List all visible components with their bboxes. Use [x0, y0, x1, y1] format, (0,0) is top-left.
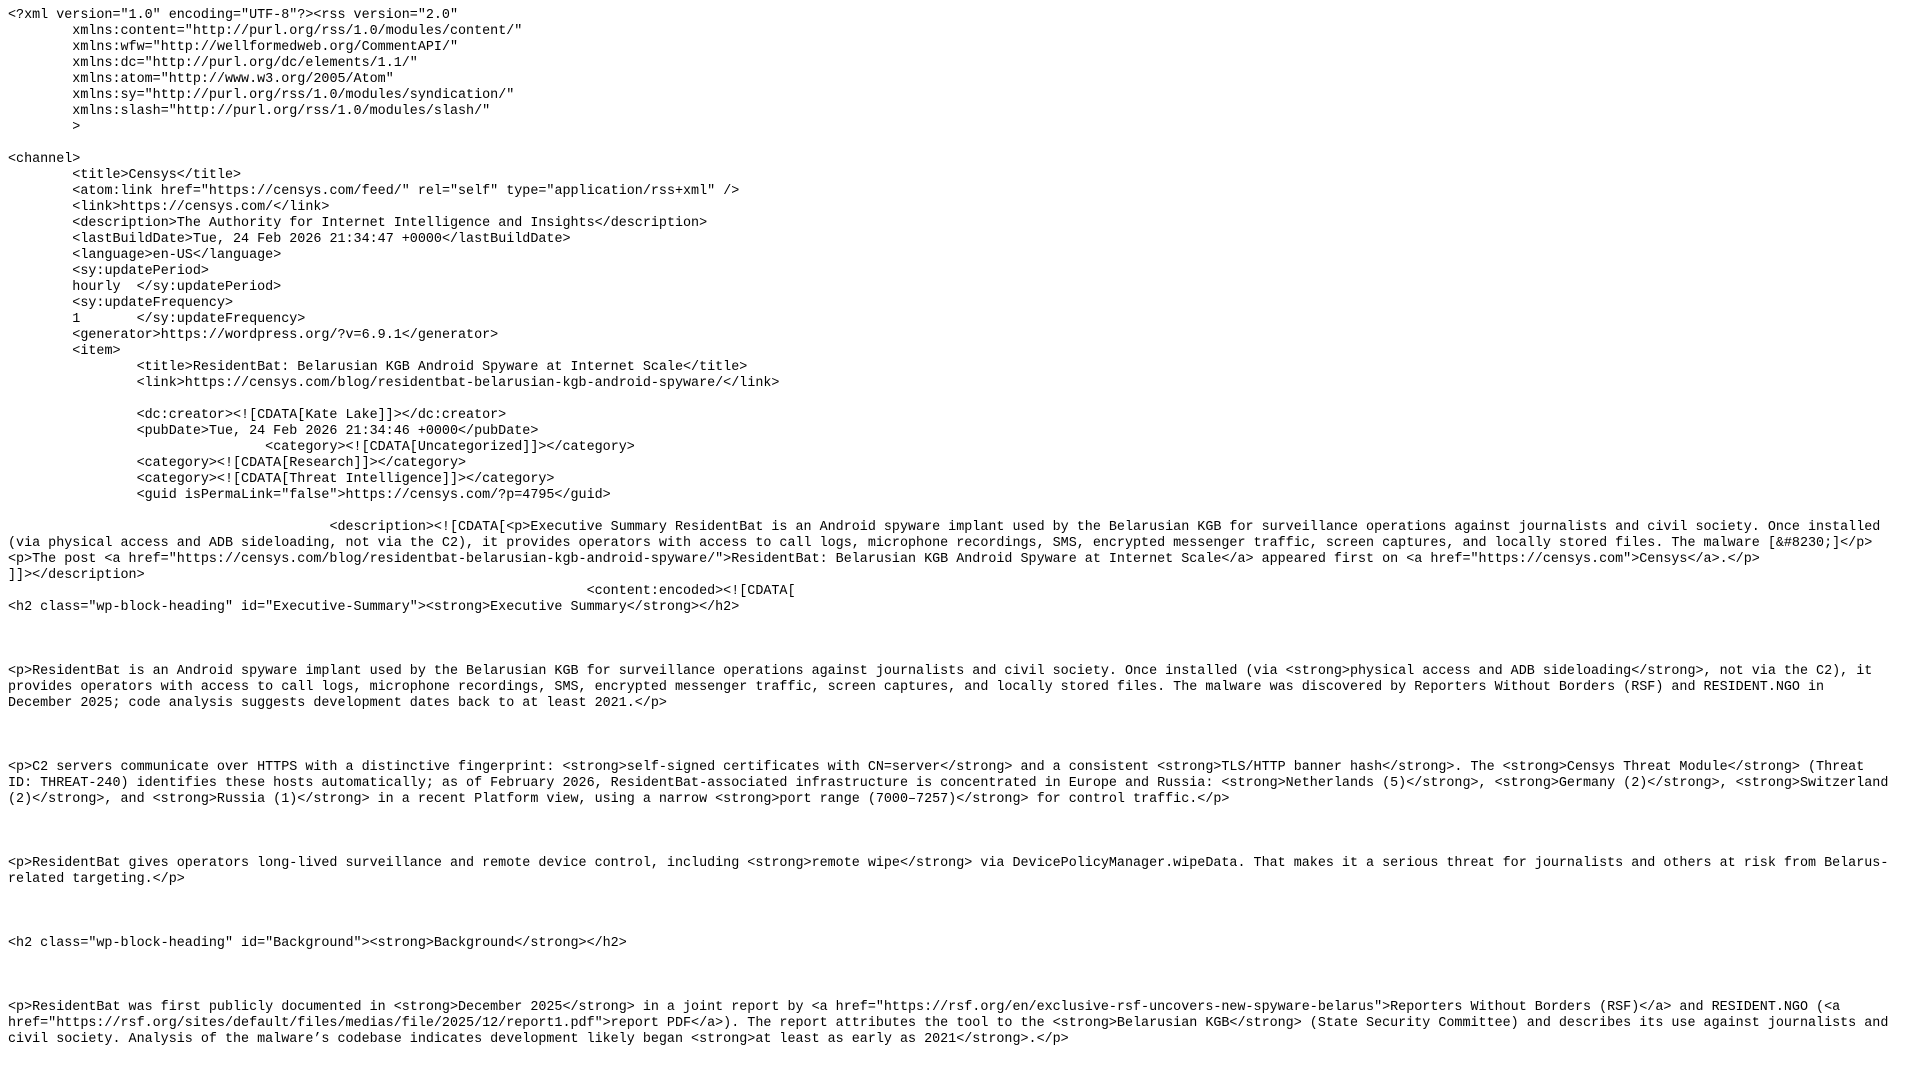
source-line: <p>ResidentBat is an Android spyware implant used by the Belarusian KGB for surveillance operations against journalists and civil society. Once installed (via <strong>physical access and ADB sideloading</strong>, not via the C2), it provides operators with access to call logs, microphone recordings, SMS, encrypted messenger traffic, screen captures, and locally stored files. The malware was discovered by Reporters Without Borders (RSF) and RESIDENT.NGO in December 2025; code analysis suggests development dates back to at least 2021.</p> [8, 664, 1881, 711]
source-line: <sy:updatePeriod> [8, 264, 209, 279]
source-line: hourly </sy:updatePeriod> [8, 280, 282, 295]
source-line [8, 952, 1896, 968]
source-line: <category><![CDATA[Uncategorized]]></category> [8, 440, 635, 455]
source-line [8, 888, 1896, 904]
source-line: xmlns:wfw="http://wellformedweb.org/CommentAPI/" [8, 40, 459, 55]
source-line: <lastBuildDate>Tue, 24 Feb 2026 21:34:47 +0000</lastBuildDate> [8, 232, 571, 247]
source-line [8, 136, 1896, 152]
source-line: xmlns:content="http://purl.org/rss/1.0/modules/content/" [8, 24, 523, 39]
source-line: xmlns:dc="http://purl.org/dc/elements/1.1/" [8, 56, 418, 71]
source-line: <p>The post <a href="https://censys.com/blog/residentbat-belarusian-kgb-android-spyware/">ResidentBat: Belarusian KGB Android Spyware at Internet Scale</a> appeared first on <a href="https://censys.com">Censys</a>.</p> [8, 552, 1760, 567]
source-line: <title>Censys</title> [8, 168, 242, 183]
source-line: xmlns:slash="http://purl.org/rss/1.0/modules/slash/" [8, 104, 491, 119]
source-line [8, 968, 1896, 984]
source-line: <sy:updateFrequency> [8, 296, 234, 311]
source-line [8, 392, 1896, 408]
source-line [8, 744, 1896, 760]
source-line: <link>https://censys.com/blog/residentbat-belarusian-kgb-android-spyware/</link> [8, 376, 780, 391]
source-line: <pubDate>Tue, 24 Feb 2026 21:34:46 +0000</pubDate> [8, 424, 539, 439]
source-line [8, 712, 1896, 728]
source-line [8, 920, 1896, 936]
source-line: <category><![CDATA[Research]]></category> [8, 456, 467, 471]
source-line: <atom:link href="https://censys.com/feed/" rel="self" type="application/rss+xml" /> [8, 184, 740, 199]
source-line [8, 632, 1896, 648]
source-line: <p>ResidentBat gives operators long-lived surveillance and remote device control, including <strong>remote wipe</strong> via DevicePolicyManager.wipeData. That makes it a serious threat for journalists and others at risk from Belarus-related targeting.</p> [8, 856, 1889, 887]
source-line: xmlns:sy="http://purl.org/rss/1.0/modules/syndication/" [8, 88, 515, 103]
source-line: <dc:creator><![CDATA[Kate Lake]]></dc:creator> [8, 408, 507, 423]
source-line: <link>https://censys.com/</link> [8, 200, 330, 215]
source-line: 1 </sy:updateFrequency> [8, 312, 306, 327]
source-line: <generator>https://wordpress.org/?v=6.9.1</generator> [8, 328, 499, 343]
source-line [8, 648, 1896, 664]
source-line: > [8, 120, 81, 135]
source-line [8, 808, 1896, 824]
source-line: <item> [8, 344, 121, 359]
source-line: <description>The Authority for Internet Intelligence and Insights</description> [8, 216, 708, 231]
source-line [8, 840, 1896, 856]
source-line: <description><![CDATA[<p>Executive Summary ResidentBat is an Android spyware implant used by the Belarusian KGB for surveillance operations against journalists and civil society. Once installed (via physical access and ADB sideloading, not via the C2), it provides operators with access to call logs, microphone recordings, SMS, encrypted messenger traffic, screen captures, and locally stored files. The malware [&#8230;]</p> [8, 520, 1889, 551]
source-line [8, 504, 1896, 520]
source-line: <title>ResidentBat: Belarusian KGB Android Spyware at Internet Scale</title> [8, 360, 748, 375]
source-line: <h2 class="wp-block-heading" id="Executive-Summary"><strong>Executive Summary</strong></h2> [8, 600, 740, 615]
source-line: ]]></description> [8, 568, 145, 583]
source-line: <p>C2 servers communicate over HTTPS with a distinctive fingerprint: <strong>self-signed certificates with CN=server</strong> and a consistent <strong>TLS/HTTP banner hash</strong>. The <strong>Censys Threat Module</strong> (Threat ID: THREAT-240) identifies these hosts automatically; as of February 2026, ResidentBat-associated infrastructure is concentrated in Europe and Russia: <strong>Netherlands (5)</strong>, <strong>Germany (2)</strong>, <strong>Switzerland (2)</strong>, and <strong>Russia (1)</strong> in a recent Platform view, using a narrow <strong>port range (7000–7257)</strong> for control traffic.</p> [8, 760, 1897, 807]
source-line [8, 824, 1896, 840]
source-line: xmlns:atom="http://www.w3.org/2005/Atom" [8, 72, 394, 87]
source-line: <language>en-US</language> [8, 248, 282, 263]
source-line [8, 728, 1896, 744]
source-line: <p>ResidentBat was first publicly documented in <strong>December 2025</strong> in a joint report by <a href="https://rsf.org/en/exclusive-rsf-uncovers-new-spyware-belarus">Reporters Without Borders (RSF)</a> and RESIDENT.NGO (<a href="https://rsf.org/sites/default/files/medias/file/2025/12/report1.pdf">report PDF</a>). The report attributes the tool to the <strong>Belarusian KGB</strong> (State Security Committee) and describes its use against journalists and civil society. Analysis of the malware’s codebase indicates development likely began <strong>at least as early as 2021</strong>.</p> [8, 1000, 1897, 1047]
source-line: <content:encoded><![CDATA[ [8, 584, 796, 599]
source-line: <category><![CDATA[Threat Intelligence]]></category> [8, 472, 555, 487]
source-line [8, 616, 1896, 632]
source-line [8, 904, 1896, 920]
source-line: <?xml version="1.0" encoding="UTF-8"?><rss version="2.0" [8, 8, 458, 23]
source-line: <channel> [8, 152, 81, 167]
source-line: <guid isPermaLink="false">https://censys.com/?p=4795</guid> [8, 488, 611, 503]
source-line [8, 984, 1896, 1000]
source-line: <h2 class="wp-block-heading" id="Background"><strong>Background</strong></h2> [8, 936, 627, 951]
